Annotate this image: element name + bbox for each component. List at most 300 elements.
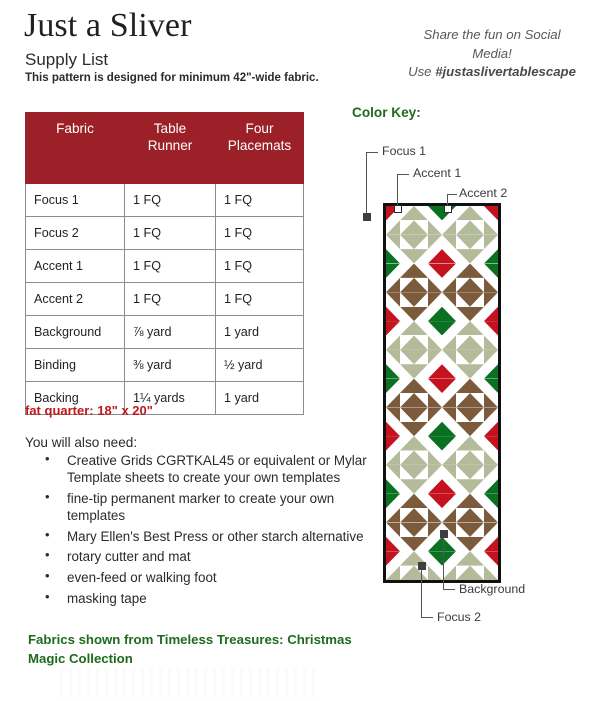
quilt-triangle [484,407,498,421]
quilt-cell [484,278,498,292]
quilt-cell [428,350,442,364]
quilt-cell [442,264,456,278]
supply-table [25,112,304,415]
quilt-cell [484,220,498,234]
quilt-triangle [414,364,428,378]
quilt-cell [484,465,498,479]
label-accent2: Accent 2 [459,186,508,200]
quilt-triangle [456,436,470,450]
quilt-cell [456,350,470,364]
quilt-cell [456,537,470,551]
quilt-cell [484,249,498,263]
quilt-triangle [456,321,470,335]
quilt-triangle [400,364,414,378]
quilt-triangle [470,235,484,249]
table-row [26,316,304,349]
quilt-cell [428,436,442,450]
quilt-cell [456,321,470,335]
quilt-cell [386,393,400,407]
quilt-triangle [456,235,470,249]
quilt-triangle [442,422,456,436]
quilt-triangle [428,206,442,220]
quilt-triangle [400,379,414,393]
quilt-triangle [470,350,484,364]
quilt-cell [428,508,442,522]
quilt-cell [456,522,470,536]
quilt-cell [456,379,470,393]
quilt-cell [400,235,414,249]
quilt-cell [442,292,456,306]
quilt-triangle [400,436,414,450]
quilt-triangle [414,206,428,220]
cell-runner: ⅜ yard [125,349,216,382]
label-accent1: Accent 1 [413,166,462,180]
quilt-triangle [414,508,428,522]
leader-focus2-vertical [421,570,422,618]
quilt-cell [442,508,456,522]
quilt-cell [442,393,456,407]
quilt-cell [456,407,470,421]
quilt-triangle [484,364,498,378]
quilt-cell [400,364,414,378]
quilt-cell [414,206,428,220]
list-item: • Creative Grids CGRTKAL45 or equivalent or Mylar Template sheets to create your own templates [45,452,375,486]
quilt-cell [428,264,442,278]
column-header-placemats: Four Placemats [216,113,304,184]
quilt-triangle [456,264,470,278]
quilt-cell [470,422,484,436]
quilt-triangle [386,278,400,292]
cell-runner: 1¼ yards [125,382,216,415]
cell-placemats: 1 yard [216,382,304,415]
quilt-cell [414,350,428,364]
quilt-triangle [400,264,414,278]
quilt-cell [414,522,428,536]
list-item: • Mary Ellen's Best Press or other starch alternative [45,528,375,545]
column-header-fabric: Fabric [26,113,125,184]
quilt-cell [484,335,498,349]
supplies-list [25,452,375,610]
quilt-cell [470,522,484,536]
quilt-triangle [442,264,456,278]
quilt-triangle [428,249,442,263]
quilt-cell [470,393,484,407]
table-row [26,349,304,382]
quilt-cell [470,220,484,234]
cell-fabric: Focus 2 [26,217,125,250]
also-need-heading: You will also need: [25,435,138,450]
table-row [26,217,304,250]
quilt-cell [414,494,428,508]
quilt-triangle [386,465,400,479]
marker-focus1 [363,213,371,221]
quilt-triangle [428,479,442,493]
cell-placemats: 1 yard [216,316,304,349]
quilt-triangle [414,537,428,551]
quilt-cell [414,278,428,292]
quilt-cell [470,249,484,263]
quilt-triangle [442,235,456,249]
quilt-triangle [442,407,456,421]
quilt-cell [386,321,400,335]
quilt-cell [456,494,470,508]
page-title: Just a Sliver [24,7,192,44]
quilt-cell [456,451,470,465]
quilt-triangle [428,407,442,421]
quilt-cell [428,335,442,349]
quilt-triangle [428,508,442,522]
quilt-cell [470,321,484,335]
quilt-cell [386,264,400,278]
quilt-triangle [456,522,470,536]
quilt-cell [386,436,400,450]
quilt-cell [442,407,456,421]
quilt-cell [442,436,456,450]
quilt-triangle [386,551,400,565]
quilt-triangle [386,566,400,580]
quilt-cell [470,451,484,465]
quilt-cell [386,307,400,321]
quilt-cell [470,307,484,321]
quilt-triangle [442,508,456,522]
quilt-triangle [428,278,442,292]
quilt-triangle [386,379,400,393]
quilt-triangle [386,307,400,321]
quilt-cell [400,522,414,536]
quilt-triangle [484,436,498,450]
quilt-triangle [456,307,470,321]
quilt-triangle [470,465,484,479]
quilt-triangle [484,465,498,479]
quilt-triangle [428,494,442,508]
quilt-cell [386,422,400,436]
fabrics-credit: Fabrics shown from Timeless Treasures: Christmas Magic Collection [28,632,352,667]
quilt-triangle [456,465,470,479]
quilt-triangle [484,264,498,278]
quilt-cell [428,206,442,220]
quilt-cell [442,278,456,292]
quilt-cell [400,220,414,234]
quilt-cell [470,235,484,249]
quilt-triangle [470,537,484,551]
quilt-cell [470,379,484,393]
quilt-triangle [414,292,428,306]
quilt-cell [386,522,400,536]
quilt-triangle [428,335,442,349]
label-background: Background [459,582,526,596]
quilt-cell [470,264,484,278]
leader-background-horizontal [443,589,455,590]
quilt-cell [456,335,470,349]
quilt-triangle [414,220,428,234]
quilt-triangle [386,220,400,234]
cell-placemats: 1 FQ [216,217,304,250]
quilt-cell [400,264,414,278]
quilt-cell [484,436,498,450]
cell-runner: 1 FQ [125,283,216,316]
quilt-triangle [428,393,442,407]
quilt-triangle [400,522,414,536]
quilt-cell [386,235,400,249]
quilt-cell [414,508,428,522]
quilt-triangle [484,451,498,465]
leader-focus1-horizontal [366,152,378,153]
quilt-cell [470,292,484,306]
quilt-triangle [470,307,484,321]
quilt-cell [400,551,414,565]
quilt-triangle [400,206,414,220]
watermark [60,668,320,698]
quilt-cell [456,465,470,479]
quilt-cell [484,307,498,321]
quilt-triangle [386,522,400,536]
quilt-cell [484,537,498,551]
social-line-1: Share the fun on Social [423,27,561,42]
marker-background [440,530,448,538]
quilt-cell [400,422,414,436]
quilt-triangle [386,494,400,508]
quilt-cell [442,235,456,249]
quilt-cell [484,292,498,306]
quilt-cell [414,379,428,393]
quilt-triangle [456,479,470,493]
table-row [26,184,304,217]
quilt-cell [484,364,498,378]
quilt-triangle [414,522,428,536]
quilt-cell [400,321,414,335]
color-key-heading: Color Key: [352,105,421,120]
quilt-cell [470,335,484,349]
quilt-triangle [470,249,484,263]
cell-runner: 1 FQ [125,217,216,250]
quilt-triangle [470,407,484,421]
quilt-triangle [414,350,428,364]
cell-fabric: Backing [26,382,125,415]
quilt-cell [414,235,428,249]
cell-runner: 1 FQ [125,250,216,283]
quilt-triangle [470,292,484,306]
quilt-triangle [484,235,498,249]
table-header-row [26,113,304,184]
quilt-triangle [428,537,442,551]
quilt-triangle [414,393,428,407]
quilt-cell [400,379,414,393]
cell-fabric: Background [26,316,125,349]
quilt-cell [470,494,484,508]
quilt-triangle [484,393,498,407]
quilt-cell [456,307,470,321]
quilt-cell [400,335,414,349]
quilt-triangle [470,206,484,220]
quilt-triangle [386,479,400,493]
quilt-triangle [456,350,470,364]
quilt-cell [456,422,470,436]
quilt-triangle [442,494,456,508]
quilt-cell [470,508,484,522]
quilt-cell [456,235,470,249]
fat-quarter-note: fat quarter: 18" x 20" [25,403,153,418]
quilt-cell [428,479,442,493]
quilt-cell [386,350,400,364]
quilt-triangle [414,494,428,508]
quilt-cell [386,407,400,421]
quilt-triangle [456,407,470,421]
quilt-cell [400,537,414,551]
social-line-2: Media! [472,45,512,61]
quilt-cell [414,451,428,465]
quilt-cell [442,364,456,378]
quilt-cell [414,479,428,493]
quilt-triangle [442,335,456,349]
quilt-cell [414,465,428,479]
quilt-triangle [386,422,400,436]
quilt-cell [456,278,470,292]
quilt-cell [386,249,400,263]
quilt-triangle [400,551,414,565]
page-subtitle: Supply List [25,50,109,69]
quilt-triangle [484,379,498,393]
quilt-triangle [470,451,484,465]
quilt-triangle [428,307,442,321]
quilt-cell [484,379,498,393]
leader-accent1-horizontal [397,174,409,175]
quilt-cell [414,292,428,306]
quilt-triangle [442,436,456,450]
quilt-cell [442,220,456,234]
quilt-cell [470,278,484,292]
quilt-cell [484,235,498,249]
quilt-cell [484,494,498,508]
quilt-cell [386,508,400,522]
quilt-cell [428,422,442,436]
quilt-cell [386,220,400,234]
quilt-triangle [428,235,442,249]
quilt-triangle [442,249,456,263]
quilt-triangle [484,566,498,580]
leader-background-vertical [443,538,444,590]
table-row [26,283,304,316]
quilt-cell [442,494,456,508]
quilt-cell [456,479,470,493]
quilt-triangle [414,249,428,263]
cell-runner: ⅞ yard [125,316,216,349]
quilt-cell [456,566,470,580]
quilt-triangle [414,465,428,479]
quilt-cell [414,321,428,335]
fabric-width-note: This pattern is designed for minimum 42"-wide fabric. [25,72,319,84]
quilt-cell [400,307,414,321]
quilt-cell [400,436,414,450]
quilt-triangle [484,422,498,436]
quilt-cell [442,451,456,465]
quilt-triangle [442,350,456,364]
quilt-triangle [414,264,428,278]
quilt-triangle [414,422,428,436]
social-use-text: Use [408,64,436,80]
quilt-triangle [386,364,400,378]
quilt-triangle [386,292,400,306]
quilt-cell [484,321,498,335]
quilt-cell [414,307,428,321]
quilt-cell [428,393,442,407]
quilt-triangle [428,220,442,234]
quilt-cell [428,235,442,249]
quilt-cell [484,206,498,220]
quilt-triangle [400,465,414,479]
quilt-cell [428,278,442,292]
quilt-cell [428,494,442,508]
quilt-triangle [414,451,428,465]
quilt-cell [442,465,456,479]
quilt-triangle [386,235,400,249]
quilt-triangle [400,249,414,263]
quilt-cell [428,220,442,234]
quilt-cell [470,206,484,220]
quilt-cell [484,393,498,407]
quilt-cell [386,379,400,393]
quilt-triangle [484,551,498,565]
quilt-illustration [383,203,501,583]
quilt-triangle [484,321,498,335]
quilt-triangle [484,537,498,551]
quilt-cell [484,566,498,580]
quilt-cell [386,551,400,565]
list-item: • rotary cutter and mat [45,548,375,565]
quilt-cell [470,465,484,479]
quilt-triangle [400,422,414,436]
quilt-triangle [442,379,456,393]
quilt-cell [400,479,414,493]
quilt-triangle [428,451,442,465]
cell-placemats: 1 FQ [216,250,304,283]
quilt-triangle [428,264,442,278]
quilt-cell [470,551,484,565]
quilt-triangle [386,451,400,465]
quilt-cell [484,422,498,436]
quilt-cell [470,436,484,450]
quilt-cell [456,551,470,565]
quilt-cell [470,350,484,364]
quilt-cell [400,508,414,522]
quilt-triangle [442,321,456,335]
quilt-cell [414,335,428,349]
quilt-triangle [414,307,428,321]
quilt-cell [470,566,484,580]
quilt-triangle [470,321,484,335]
quilt-triangle [456,537,470,551]
quilt-cell [456,364,470,378]
quilt-triangle [400,235,414,249]
quilt-triangle [414,407,428,421]
quilt-triangle [428,436,442,450]
quilt-cell [456,264,470,278]
list-item: • fine-tip permanent marker to create your own templates [45,490,375,524]
quilt-cell [386,566,400,580]
quilt-triangle [386,537,400,551]
quilt-cell [456,393,470,407]
quilt-triangle [470,479,484,493]
quilt-triangle [428,566,442,580]
quilt-triangle [484,522,498,536]
quilt-triangle [428,422,442,436]
quilt-triangle [386,335,400,349]
quilt-triangle [386,508,400,522]
quilt-triangle [484,249,498,263]
quilt-cell [484,350,498,364]
cell-placemats: 1 FQ [216,184,304,217]
quilt-triangle [470,278,484,292]
quilt-cell [414,249,428,263]
